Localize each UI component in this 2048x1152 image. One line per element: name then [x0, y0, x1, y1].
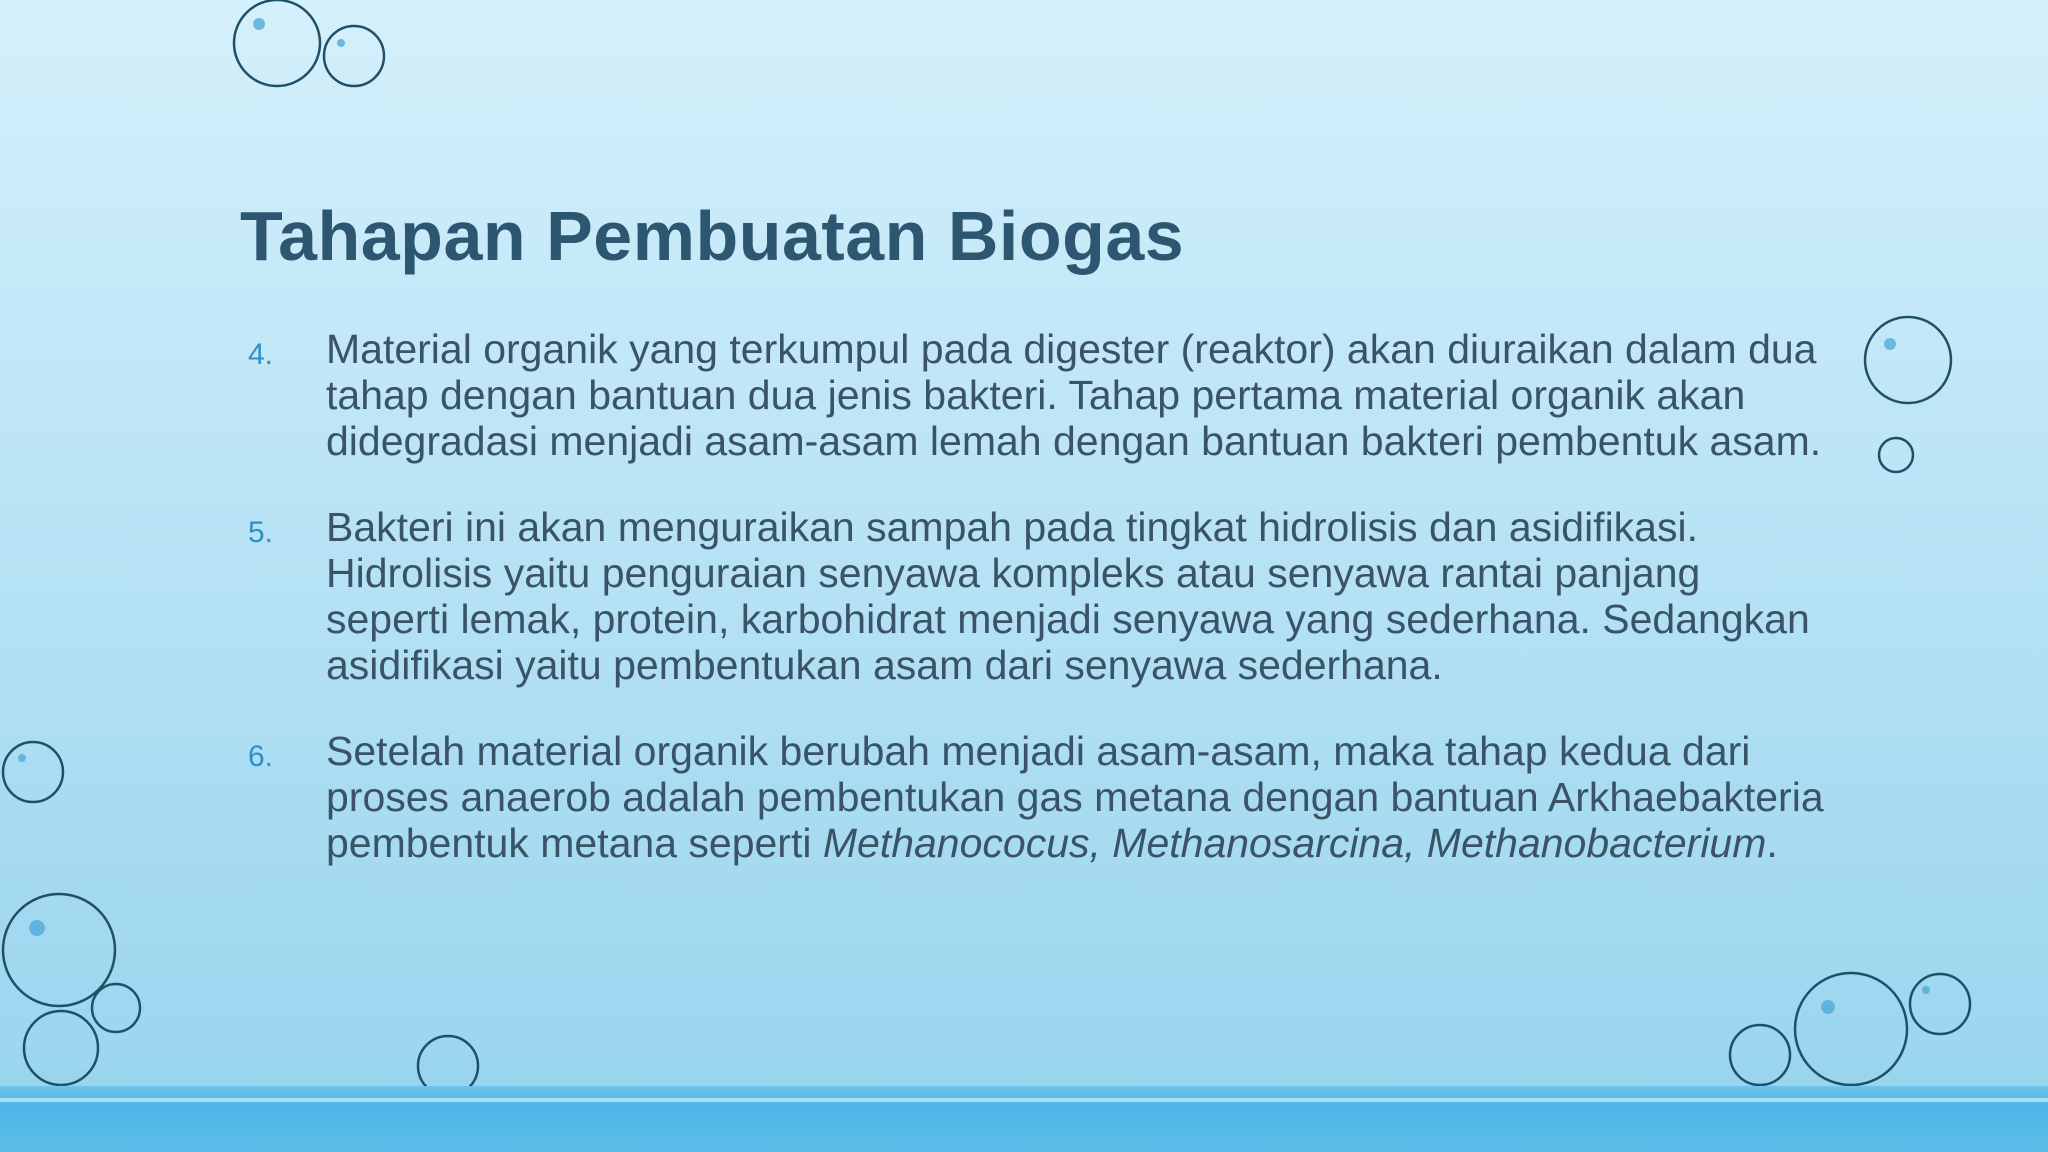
- bubble-7: [92, 984, 140, 1032]
- bubble-10: [1795, 973, 1907, 1085]
- item-number: 6.: [248, 740, 274, 773]
- item-number: 5.: [248, 516, 274, 549]
- slide-title: Tahapan Pembuatan Biogas: [240, 197, 1185, 275]
- item-text: Material organik yang terkumpul pada digester (reaktor) akan diuraikan dalam dua tahap dengan bantuan dua jenis bakteri. Tahap pertama material organik akan didegradasi menjadi asam-asam lemah dengan bantuan bakteri pembentuk asam.: [326, 326, 1822, 464]
- bubble-6: [3, 894, 115, 1006]
- list-item: [248, 326, 1828, 464]
- bubble-3: [1865, 317, 1951, 403]
- bubble-2: [324, 26, 384, 86]
- item-text: Setelah material organik berubah menjadi asam-asam, maka tahap kedua dari proses anaerob adalah pembentukan gas metana dengan bantuan Arkhaebakteria pembentuk metana seperti: [326, 728, 1824, 866]
- footer-line: [0, 1098, 2048, 1102]
- item-number: 4.: [248, 338, 274, 371]
- bubble-12: [1910, 974, 1970, 1034]
- item-text-end: .: [1766, 820, 1778, 866]
- step-list: [248, 326, 1828, 906]
- item-text: Bakteri ini akan menguraikan sampah pada tingkat hidrolisis dan asidifikasi. Hidrolisis yaitu penguraian senyawa kompleks atau senyawa rantai panjang seperti lemak, protein, karbohidrat menjadi senyawa yang sederhana. Sedangkan asidifikasi yaitu pembentukan asam dari senyawa sederhana.: [326, 504, 1810, 688]
- item-text-italic: Methanococus, Methanosarcina, Methanobacterium: [822, 820, 1767, 866]
- list-item: [248, 504, 1828, 688]
- bubble-11: [1730, 1025, 1790, 1085]
- bubble-8: [24, 1011, 98, 1085]
- footer-bar: [0, 1086, 2048, 1152]
- bubble-4: [1879, 438, 1913, 472]
- bubble-5: [3, 742, 63, 802]
- list-item: [248, 728, 1828, 866]
- bubble-1: [234, 0, 320, 86]
- item-text-group: [326, 728, 1828, 866]
